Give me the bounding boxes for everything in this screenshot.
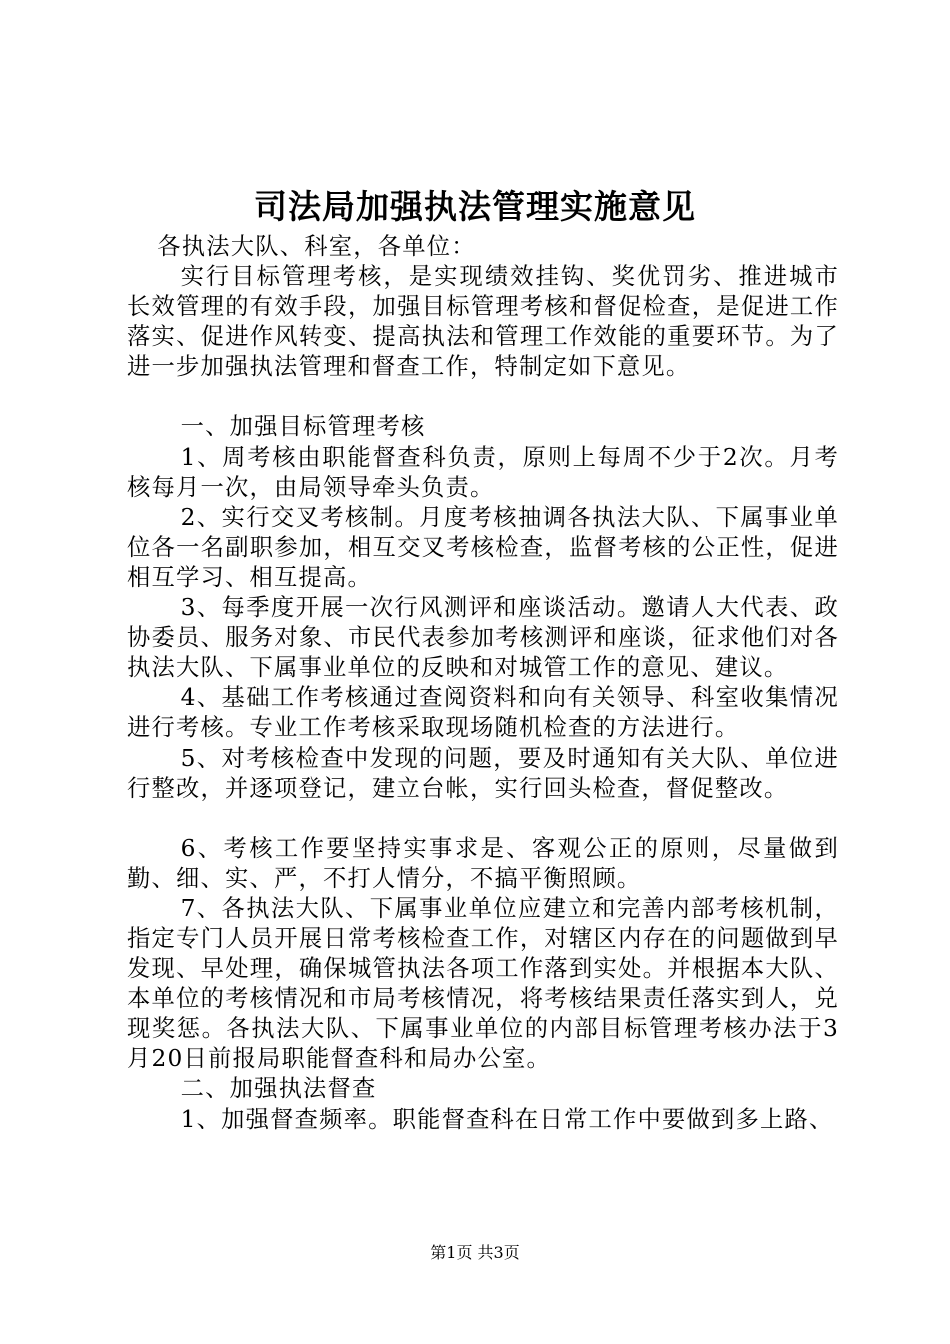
document-body [127, 232, 839, 1135]
page-footer: 第1页 共3页 [430, 1243, 520, 1262]
intro-paragraph: 实行目标管理考核，是实现绩效挂钩、奖优罚劣、推进城市长效管理的有效手段，加强目标管理考核和督促检查，是促进工作落实、促进作风转变、提高执法和管理工作效能的重要环节。为了进一步加强执法管理和督查工作，特制定如下意见。 [127, 263, 839, 381]
document-title: 司法局加强执法管理实施意见 [254, 187, 696, 226]
paragraph-1-5: 5、对考核检查中发现的问题，要及时通知有关大队、单位进行整改，并逐项登记，建立台帐，实行回头检查，督促整改。 [127, 744, 839, 802]
paragraph-1-2: 2、实行交叉考核制。月度考核抽调各执法大队、下属事业单位各一名副职参加，相互交叉考核检查，监督考核的公正性，促进相互学习、相互提高。 [127, 503, 839, 591]
paragraph-2-1: 1、加强督查频率。职能督查科在日常工作中要做到多上路、 [180, 1105, 834, 1133]
paragraph-1-4: 4、基础工作考核通过查阅资料和向有关领导、科室收集情况进行考核。专业工作考核采取现场随机检查的方法进行。 [127, 684, 839, 742]
section-heading-2: 二、加强执法督查 [180, 1075, 377, 1103]
paragraph-1-6: 6、考核工作要坚持实事求是、客观公正的原则，尽量做到勤、细、实、严，不打人情分，不搞平衡照顾。 [127, 834, 839, 892]
paragraph-1-1: 1、周考核由职能督查科负责，原则上每周不少于2次。月考核每月一次，由局领导牵头负责。 [127, 443, 839, 501]
section-heading-1: 一、加强目标管理考核 [180, 413, 426, 441]
salutation: 各执法大队、科室，各单位： [157, 233, 476, 260]
paragraph-1-7: 7、各执法大队、下属事业单位应建立和完善内部考核机制，指定专门人员开展日常考核检查工作，对辖区内存在的问题做到早发现、早处理，确保城管执法各项工作落到实处。并根据本大队、本单位的考核情况和市局考核情况，将考核结果责任落实到人，兑现奖惩。各执法大队、下属事业单位的内部目标管理考核办法于3月20日前报局职能督查科和局办公室。 [127, 894, 839, 1073]
paragraph-1-3: 3、每季度开展一次行风测评和座谈活动。邀请人大代表、政协委员、服务对象、市民代表参加考核测评和座谈，征求他们对各执法大队、下属事业单位的反映和对城管工作的意见、建议。 [127, 594, 839, 682]
